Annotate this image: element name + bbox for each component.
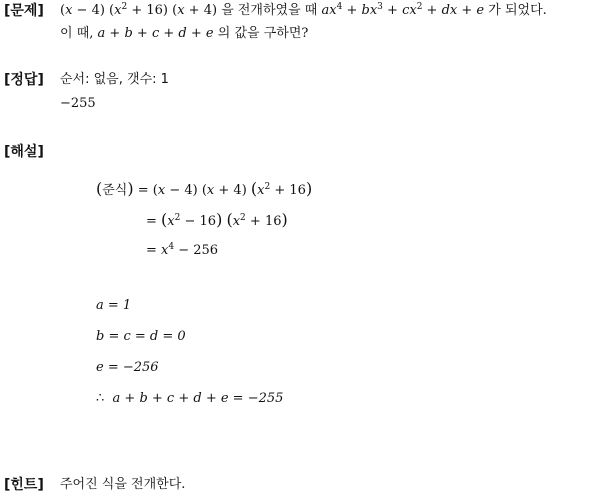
problem-sum: a + b + c + d + e <box>97 26 214 41</box>
answer-meta: 순서: 없음, 갯수: 1 <box>60 72 169 87</box>
answer-value: −255 <box>60 96 96 111</box>
therefore-symbol: ∴ <box>96 391 105 406</box>
problem-label: [문제] <box>4 3 44 19</box>
solution-e-value: e = −256 <box>96 360 159 375</box>
solution-lhs-word: 준식 <box>102 183 128 198</box>
hint-label: [힌트] <box>4 477 44 493</box>
solution-step-2: = $(x^2 - 16) (x^2 + 16)$ <box>146 210 288 229</box>
solution-conclusion <box>96 390 283 408</box>
problem-line2-prefix: 이 때, <box>60 26 94 41</box>
hint-text: 주어진 식을 전개한다. <box>60 477 186 492</box>
problem-line1-suffix: 가 되었다. <box>488 3 547 18</box>
problem-line2-suffix: 의 값을 구하면? <box>217 26 309 41</box>
solution-step-1: (준식) = (x − 4) (x + 4) $(x^2 + 16)$ <box>96 179 313 198</box>
problem-line-1 <box>60 2 547 20</box>
solution-step-3: = $x^4 - 256$ <box>146 242 219 258</box>
problem-expression: (x − 4) $(x^2 + 16) (x + 4)$ <box>60 2 218 18</box>
solution-bcd-value: b = c = d = 0 <box>96 329 186 344</box>
solution-sum-value: a + b + c + d + e = −255 <box>112 391 284 406</box>
solution-a-value: a = 1 <box>96 298 132 313</box>
problem-line1-prefix: 을 전개하였을 때 <box>221 3 318 18</box>
answer-label: [정답] <box>4 72 44 88</box>
problem-line-2 <box>60 25 308 43</box>
solution-label: [해설] <box>4 144 44 160</box>
problem-polynomial: $ax^4 + bx^3 + cx^2$ + dx + e <box>321 2 485 18</box>
